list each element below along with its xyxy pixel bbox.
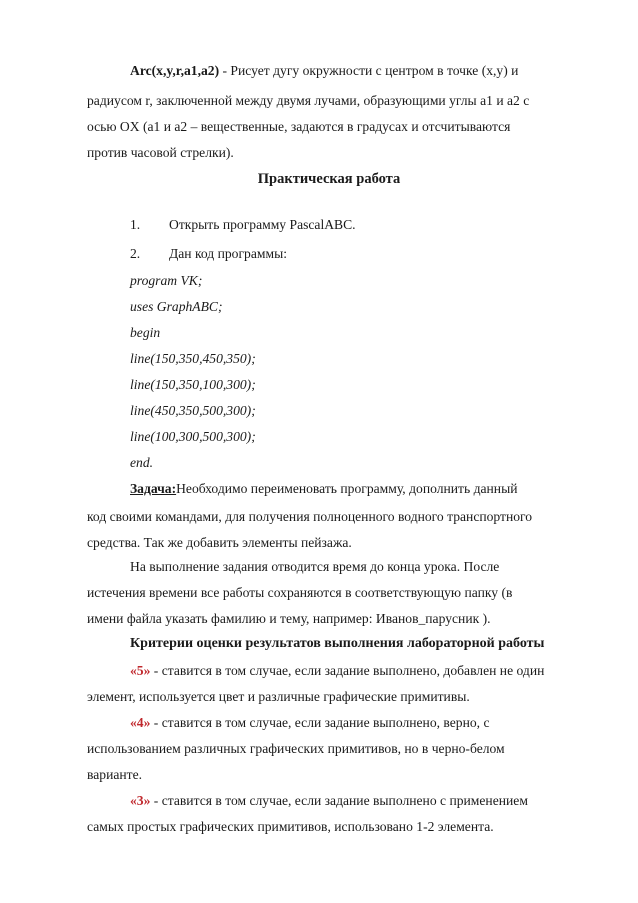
grade-5-line-1	[130, 662, 544, 679]
step-2-number: 2.	[130, 246, 141, 261]
step-1-text: Открыть программу PascalABC.	[169, 217, 356, 232]
time-line-3: имени файла указать фамилию и тему, например: Иванов_парусник ).	[87, 611, 491, 626]
arc-line-4: против часовой стрелки).	[87, 145, 234, 160]
arc-line-2: радиусом r, заключенной между двумя лучами, образующими углы a1 и a2 с	[87, 93, 530, 108]
task-label: Задача:	[130, 481, 177, 496]
arc-function-name: Arc(x,y,r,a1,a2)	[130, 63, 220, 78]
arc-line-1-text: - Рисует дугу окружности с центром в точке (x,y) и	[219, 63, 519, 78]
time-line-2: истечения времени все работы сохраняются в соответствующую папку (в	[87, 585, 513, 600]
grade-4-line-1	[130, 714, 489, 731]
code-line-4: line(150,350,450,350);	[130, 351, 256, 366]
task-line-2: код своими командами, для получения полноценного водного транспортного	[87, 509, 533, 524]
grade-5-line-1-text: - ставится в том случае, если задание выполнено, добавлен не один	[150, 663, 545, 678]
step-1-number: 1.	[130, 217, 141, 232]
code-line-5: line(150,350,100,300);	[130, 377, 256, 392]
arc-line-1	[130, 62, 518, 79]
practical-heading: Практическая работа	[257, 171, 401, 187]
task-line-3: средства. Так же добавить элементы пейзажа.	[87, 535, 352, 550]
task-line-1-text: Необходимо переименовать программу, дополнить данный	[176, 481, 518, 496]
code-line-7: line(100,300,500,300);	[130, 429, 256, 444]
grade-4-mark: «4»	[130, 715, 151, 730]
arc-line-3: осью OX (a1 и a2 – вещественные, задаются в градусах и отсчитываются	[87, 119, 511, 134]
code-line-8: end.	[130, 455, 154, 470]
step-2-text: Дан код программы:	[169, 246, 288, 261]
time-line-1: На выполнение задания отводится время до конца урока. После	[130, 559, 500, 574]
criteria-heading: Критерии оценки результатов выполнения лабораторной работы	[130, 636, 545, 651]
code-line-6: line(450,350,500,300);	[130, 403, 256, 418]
grade-5-line-2: элемент, используется цвет и различные графические примитивы.	[87, 689, 470, 704]
task-line-1	[130, 480, 518, 497]
code-line-3: begin	[130, 325, 161, 340]
grade-3-line-1	[130, 792, 528, 809]
grade-5-mark: «5»	[130, 663, 151, 678]
grade-3-line-2: самых простых графических примитивов, использовано 1-2 элемента.	[87, 819, 494, 834]
grade-3-line-1-text: - ставится в том случае, если задание выполнено с применением	[150, 793, 528, 808]
grade-4-line-3: варианте.	[87, 767, 143, 782]
code-line-2: uses GraphABC;	[130, 299, 223, 314]
code-line-1: program VK;	[130, 273, 203, 288]
grade-3-mark: «3»	[130, 793, 151, 808]
grade-4-line-1-text: - ставится в том случае, если задание выполнено, верно, с	[150, 715, 490, 730]
grade-4-line-2: использованием различных графических примитивов, но в черно-белом	[87, 741, 505, 756]
